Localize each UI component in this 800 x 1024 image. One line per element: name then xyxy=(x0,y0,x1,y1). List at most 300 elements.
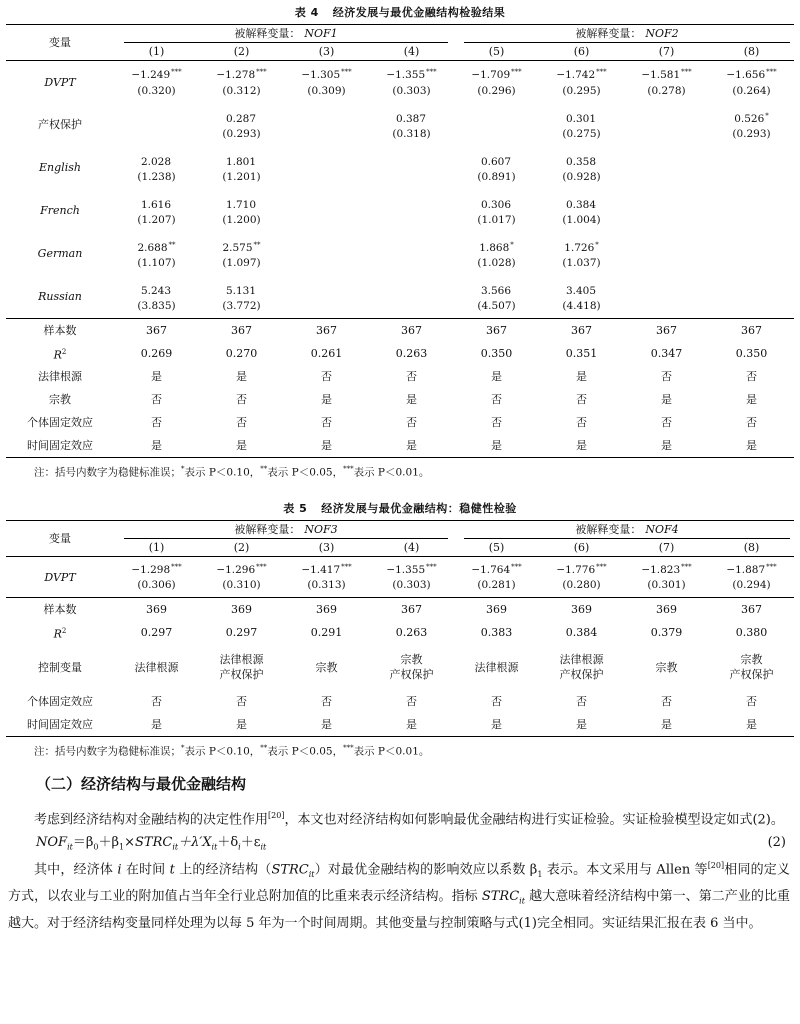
stat-cell: 是 xyxy=(199,434,284,458)
table4-note-b: 表示 P＜0.10， xyxy=(184,466,261,479)
coef-cell xyxy=(624,146,709,170)
significance-stars: *** xyxy=(426,563,437,571)
se-cell xyxy=(369,213,454,232)
stat-cell: 369 xyxy=(284,598,369,622)
se-cell: (1.207) xyxy=(137,214,176,226)
significance-stars: *** xyxy=(171,563,182,571)
control-cell xyxy=(539,644,624,690)
row-label-text: 时间固定效应 xyxy=(27,439,93,452)
p1-text-b: ，本文也对经济结构如何影响最优金融结构进行实证检验。实证检验模型设定如式(2)。 xyxy=(284,812,784,828)
se-cell: (1.201) xyxy=(222,171,261,183)
coef-value: −1.656 xyxy=(726,68,766,81)
row-label xyxy=(6,319,114,343)
coef-value: −1.887 xyxy=(726,564,766,576)
control-item: 产权保护 xyxy=(389,668,434,681)
se-cell: (1.238) xyxy=(137,171,176,183)
row-label: German xyxy=(37,247,83,260)
coef-cell xyxy=(624,103,709,127)
stat-cell: 是 xyxy=(746,393,757,406)
significance-stars: *** xyxy=(681,67,692,76)
stat-cell: 否 xyxy=(576,393,587,406)
citation-ref: [20] xyxy=(268,811,285,820)
stat-cell: 是 xyxy=(114,713,199,737)
header-row xyxy=(6,25,794,44)
se-cell xyxy=(624,170,709,189)
stat-cell: 否 xyxy=(661,416,672,429)
stat-cell: 367 xyxy=(369,598,454,622)
column-number: (6) xyxy=(573,541,590,554)
eq-term-b-sub: 1 xyxy=(119,842,125,852)
note-star-2: ** xyxy=(260,744,268,752)
table4-note-d: 表示 P＜0.01。 xyxy=(353,466,430,479)
row-label: DVPT xyxy=(6,557,114,598)
stat-cell: 是 xyxy=(369,434,454,458)
se-cell: (3.772) xyxy=(222,300,261,312)
se-cell: (0.280) xyxy=(562,579,601,591)
p2-var-strc: STRC xyxy=(271,862,309,878)
stat-cell: 否 xyxy=(151,695,162,708)
p2-var-t: t xyxy=(169,862,175,878)
stat-cell: 否 xyxy=(151,416,162,429)
coef-cell xyxy=(114,146,199,170)
eq-lhs: NOF xyxy=(36,835,68,851)
se-cell: (0.318) xyxy=(392,128,431,140)
coef-row xyxy=(6,232,794,256)
coef-value: −1.355 xyxy=(386,564,426,576)
header-row xyxy=(6,521,794,540)
significance-stars: * xyxy=(595,241,599,249)
significance-stars: *** xyxy=(766,563,777,571)
stat-row xyxy=(6,411,794,434)
stat-cell: 是 xyxy=(284,434,369,458)
stat-cell: 0.380 xyxy=(735,626,768,639)
se-cell xyxy=(624,213,709,232)
se-cell: (0.295) xyxy=(562,84,601,97)
row-label: Russian xyxy=(38,290,82,303)
group1-header xyxy=(114,25,454,44)
eq-term-d: ＋λ′X xyxy=(178,835,212,851)
eq-term-c-sub: it xyxy=(172,842,179,852)
group2-var: NOF2 xyxy=(645,27,679,40)
stat-cell: 367 xyxy=(539,319,624,343)
row-label: 控制变量 xyxy=(38,660,82,674)
stat-cell: 是 xyxy=(369,713,454,737)
stat-cell: 是 xyxy=(661,393,672,406)
coef-cell xyxy=(709,557,794,579)
coef-row xyxy=(6,146,794,170)
control-item: 法律根源 xyxy=(134,660,179,674)
table5-caption-text: 经济发展与最优金融结构：稳健性检验 xyxy=(321,502,517,515)
table4-caption-text: 经济发展与最优金融结构检验结果 xyxy=(332,6,506,19)
coef-value: 0.384 xyxy=(565,199,597,211)
stat-cell: 是 xyxy=(624,434,709,458)
se-cell: (0.296) xyxy=(477,84,516,97)
se-cell: (0.278) xyxy=(647,84,686,97)
coef-value: −1.278 xyxy=(216,68,256,81)
se-cell xyxy=(284,299,369,319)
coef-cell xyxy=(709,146,794,170)
coef-cell xyxy=(369,232,454,256)
stat-cell: 367 xyxy=(624,319,709,343)
se-cell xyxy=(369,299,454,319)
se-cell: (0.891) xyxy=(477,171,516,183)
p2-text-d: ）对最优金融结构的影响效应以系数 β xyxy=(314,862,538,878)
se-cell: (1.017) xyxy=(477,214,516,226)
stat-cell: 否 xyxy=(746,416,757,429)
coef-cell xyxy=(454,61,539,84)
control-item: 法律根源 xyxy=(559,653,604,666)
stat-cell: 否 xyxy=(491,416,502,429)
coef-value: 0.301 xyxy=(565,113,597,125)
note-star-3: *** xyxy=(343,465,354,473)
control-item: 法律根源 xyxy=(474,660,519,674)
control-item: 宗教 xyxy=(400,653,423,666)
coef-cell xyxy=(624,557,709,579)
coef-cell xyxy=(709,232,794,256)
coef-value: −1.296 xyxy=(216,564,256,576)
eq-term-f: ＋ε xyxy=(240,835,261,851)
group1-var: NOF3 xyxy=(304,523,338,536)
significance-stars: *** xyxy=(256,563,267,571)
significance-stars: *** xyxy=(341,67,352,76)
note-star-1: * xyxy=(181,465,185,473)
row-label-text: R xyxy=(53,627,62,641)
stat-cell: 否 xyxy=(661,695,672,708)
equation-2 xyxy=(6,831,794,855)
stat-cell: 369 xyxy=(624,598,709,622)
stat-cell: 367 xyxy=(284,319,369,343)
stat-row xyxy=(6,342,794,365)
coef-cell xyxy=(624,189,709,213)
stat-cell: 0.263 xyxy=(395,626,428,639)
p2-text-b: 在时间 xyxy=(121,862,170,878)
coef-row xyxy=(6,275,794,299)
se-cell: (0.312) xyxy=(222,84,261,97)
coef-cell xyxy=(454,103,539,127)
stat-cell: 是 xyxy=(454,434,539,458)
stat-cell: 是 xyxy=(321,393,332,406)
row-label xyxy=(6,342,114,365)
coef-cell xyxy=(199,61,284,84)
control-item: 产权保护 xyxy=(219,668,264,681)
coef-row xyxy=(6,189,794,213)
significance-stars: * xyxy=(510,241,514,249)
se-cell xyxy=(114,127,199,146)
note-star-1: * xyxy=(181,744,185,752)
stat-cell: 是 xyxy=(454,713,539,737)
coef-cell xyxy=(624,61,709,84)
table5-note-c: 表示 P＜0.05， xyxy=(267,745,344,758)
group1-label xyxy=(124,25,448,43)
significance-stars: *** xyxy=(681,563,692,571)
coef-cell xyxy=(369,61,454,84)
se-cell: (0.310) xyxy=(222,579,261,591)
paragraph-2 xyxy=(6,855,794,935)
coef-cell xyxy=(709,189,794,213)
coef-cell xyxy=(709,61,794,84)
significance-stars: *** xyxy=(171,67,182,76)
paper-page xyxy=(0,2,800,1024)
coef-row xyxy=(6,103,794,127)
coef-value: 1.726 xyxy=(564,242,595,254)
se-cell: (1.107) xyxy=(137,257,176,269)
group1-label xyxy=(124,521,448,539)
control-item: 产权保护 xyxy=(559,668,604,681)
stat-cell: 367 xyxy=(114,319,199,343)
coef-cell xyxy=(454,557,539,579)
coef-cell xyxy=(284,103,369,127)
p2-text-a: 其中，经济体 xyxy=(34,862,118,878)
coef-value: 1.616 xyxy=(140,199,172,211)
p1-text-a: 考虑到经济结构对金融结构的决定性作用 xyxy=(34,812,269,828)
se-cell: (0.928) xyxy=(562,171,601,183)
se-cell xyxy=(709,170,794,189)
row-label-text: 时间固定效应 xyxy=(27,718,93,731)
row-label xyxy=(6,388,114,411)
se-row xyxy=(6,213,794,232)
se-cell xyxy=(454,127,539,146)
coef-value: −1.764 xyxy=(471,564,511,576)
stat-cell: 否 xyxy=(406,695,417,708)
row-label xyxy=(6,690,114,713)
coef-cell xyxy=(539,61,624,84)
significance-stars: *** xyxy=(341,563,352,571)
stat-row xyxy=(6,713,794,737)
coef-value: 2.688 xyxy=(137,242,168,254)
coef-value: 0.358 xyxy=(565,156,597,168)
column-number: (8) xyxy=(743,541,760,554)
coef-value: 2.028 xyxy=(140,156,172,168)
stat-cell: 0.297 xyxy=(140,626,173,639)
stat-cell: 是 xyxy=(539,713,624,737)
control-cell xyxy=(369,644,454,690)
coef-value: 1.801 xyxy=(225,156,257,168)
coef-value: 3.405 xyxy=(565,285,597,297)
se-row xyxy=(6,83,794,103)
var-header: 变量 xyxy=(6,25,114,61)
se-cell xyxy=(624,256,709,275)
group2-header xyxy=(454,521,794,540)
eq-term-b: ＋β xyxy=(98,835,119,851)
coef-cell xyxy=(199,232,284,256)
row-label-text: 宗教 xyxy=(49,393,71,406)
stat-cell: 否 xyxy=(491,695,502,708)
row-label-text: R xyxy=(53,348,62,362)
stat-row xyxy=(6,388,794,411)
coef-cell xyxy=(539,103,624,127)
se-cell: (4.418) xyxy=(562,300,601,312)
stat-cell: 否 xyxy=(746,695,757,708)
se-row xyxy=(6,299,794,319)
stat-cell: 369 xyxy=(539,598,624,622)
coef-cell xyxy=(369,103,454,127)
coef-cell xyxy=(709,275,794,299)
coef-row xyxy=(6,61,794,84)
se-cell xyxy=(369,256,454,275)
column-number: (7) xyxy=(658,45,675,58)
stat-cell: 369 xyxy=(199,598,284,622)
coef-value: 5.243 xyxy=(140,285,172,297)
coef-cell xyxy=(199,275,284,299)
group2-var: NOF4 xyxy=(645,523,679,536)
column-number: (3) xyxy=(318,541,335,554)
stat-cell: 是 xyxy=(199,713,284,737)
stat-row xyxy=(6,434,794,458)
table4-caption xyxy=(6,2,794,24)
control-item: 法律根源 xyxy=(219,653,264,666)
coef-value: 5.131 xyxy=(225,285,257,297)
eq-term-a: ＝β xyxy=(72,835,94,851)
eq-term-e-sub: i xyxy=(238,842,241,852)
se-cell: (1.097) xyxy=(222,257,261,269)
stat-cell: 是 xyxy=(284,713,369,737)
control-item: 宗教 xyxy=(740,653,763,666)
stat-cell: 是 xyxy=(236,370,247,383)
se-cell: (0.281) xyxy=(477,579,516,591)
stat-cell: 否 xyxy=(491,393,502,406)
coef-cell xyxy=(199,189,284,213)
coef-value: 3.566 xyxy=(480,285,512,297)
table5-note-d: 表示 P＜0.01。 xyxy=(353,745,430,758)
stat-cell: 369 xyxy=(114,598,199,622)
column-number: (5) xyxy=(488,45,505,58)
stat-cell: 0.270 xyxy=(225,347,258,360)
stat-cell: 是 xyxy=(709,713,794,737)
coef-value: −1.823 xyxy=(641,564,681,576)
row-label: French xyxy=(40,204,80,217)
stat-row xyxy=(6,365,794,388)
control-cell xyxy=(284,644,369,690)
column-number: (4) xyxy=(403,45,420,58)
stat-row xyxy=(6,690,794,713)
coef-cell xyxy=(114,232,199,256)
significance-stars: *** xyxy=(596,563,607,571)
coef-cell xyxy=(539,189,624,213)
coef-value: −1.298 xyxy=(131,564,171,576)
control-cell xyxy=(199,644,284,690)
table5-note-a: 注：括号内数字为稳健标准误； xyxy=(34,745,181,758)
se-cell: (0.309) xyxy=(307,84,346,97)
row-label: 产权保护 xyxy=(38,118,82,131)
coef-cell xyxy=(369,189,454,213)
coef-value: −1.581 xyxy=(641,68,681,81)
row-label-text: 个体固定效应 xyxy=(27,695,93,708)
coef-value: 1.868 xyxy=(479,242,510,254)
p2-var-strc-sub: it xyxy=(308,870,315,880)
column-number: (4) xyxy=(403,541,420,554)
significance-stars: *** xyxy=(256,67,267,76)
coef-cell xyxy=(539,557,624,579)
row-label: English xyxy=(39,161,81,174)
se-cell: (0.303) xyxy=(392,579,431,591)
stat-cell: 是 xyxy=(406,393,417,406)
stat-cell: 否 xyxy=(236,695,247,708)
stat-cell: 是 xyxy=(114,434,199,458)
se-cell: (1.004) xyxy=(562,214,601,226)
se-cell: (0.275) xyxy=(562,128,601,140)
stat-cell: 否 xyxy=(576,695,587,708)
column-number: (7) xyxy=(658,541,675,554)
coef-cell xyxy=(284,232,369,256)
control-item: 宗教 xyxy=(315,660,338,674)
stat-cell: 367 xyxy=(454,319,539,343)
stat-cell: 否 xyxy=(406,416,417,429)
stat-cell: 0.351 xyxy=(565,347,598,360)
significance-stars: ** xyxy=(168,241,176,249)
table5 xyxy=(6,520,794,737)
se-cell xyxy=(369,170,454,189)
control-cell xyxy=(624,644,709,690)
stat-cell: 否 xyxy=(321,416,332,429)
control-variables-row xyxy=(6,644,794,690)
stat-cell: 0.263 xyxy=(395,347,428,360)
coef-value: −1.355 xyxy=(386,68,426,81)
group2-label xyxy=(464,25,790,43)
se-cell: (1.200) xyxy=(222,214,261,226)
row-label: DVPT xyxy=(6,61,114,104)
coef-cell xyxy=(454,275,539,299)
column-number: (8) xyxy=(743,45,760,58)
se-cell: (1.028) xyxy=(477,257,516,269)
stat-cell: 369 xyxy=(454,598,539,622)
coef-cell xyxy=(284,61,369,84)
group2-header xyxy=(454,25,794,44)
table4-note-a: 注：括号内数字为稳健标准误； xyxy=(34,466,181,479)
se-cell: (0.293) xyxy=(222,128,261,140)
group1-prefix: 被解释变量： xyxy=(234,27,301,40)
coef-cell xyxy=(624,232,709,256)
se-cell: (0.293) xyxy=(732,128,771,140)
p2-text-c: 上的经济结构（ xyxy=(174,862,272,878)
stat-cell: 否 xyxy=(236,393,247,406)
coef-cell xyxy=(199,557,284,579)
stat-cell: 367 xyxy=(709,319,794,343)
row-label xyxy=(6,713,114,737)
coef-cell xyxy=(284,189,369,213)
group2-prefix: 被解释变量： xyxy=(575,27,642,40)
stat-cell: 0.383 xyxy=(480,626,513,639)
row-label xyxy=(6,621,114,644)
stat-cell: 0.261 xyxy=(310,347,343,360)
stat-cell: 367 xyxy=(709,598,794,622)
coef-cell xyxy=(114,189,199,213)
se-cell: (0.320) xyxy=(137,84,176,97)
stat-cell: 是 xyxy=(624,713,709,737)
coef-value: −1.249 xyxy=(131,68,171,81)
coef-cell xyxy=(369,275,454,299)
row-label xyxy=(6,598,114,622)
se-cell: (0.313) xyxy=(307,579,346,591)
se-cell: (0.301) xyxy=(647,579,686,591)
stat-cell: 是 xyxy=(491,370,502,383)
eq-term-e: ＋δ xyxy=(217,835,239,851)
group1-header xyxy=(114,521,454,540)
var-header: 变量 xyxy=(6,521,114,557)
column-number: (1) xyxy=(148,541,165,554)
column-number: (5) xyxy=(488,541,505,554)
se-cell xyxy=(284,127,369,146)
stat-cell: 否 xyxy=(151,393,162,406)
se-cell: (3.835) xyxy=(137,300,176,312)
significance-stars: *** xyxy=(511,67,522,76)
stat-cell: 否 xyxy=(321,370,332,383)
coef-cell xyxy=(199,103,284,127)
stat-cell: 0.269 xyxy=(140,347,173,360)
row-label-sup: 2 xyxy=(61,347,67,356)
coef-cell xyxy=(454,146,539,170)
group1-var: NOF1 xyxy=(304,27,338,40)
stat-cell: 否 xyxy=(236,416,247,429)
